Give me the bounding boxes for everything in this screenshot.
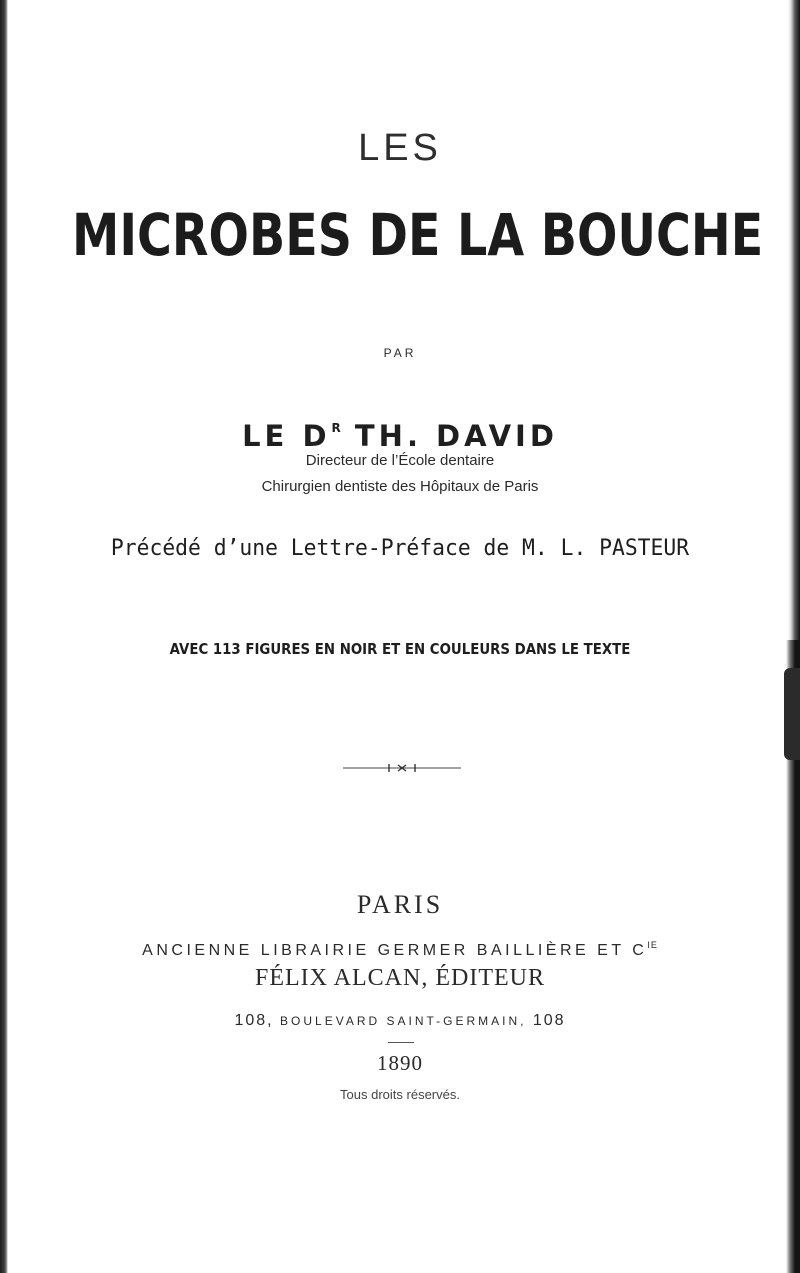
publication-year: 1890 — [377, 1051, 423, 1075]
author-role-1: Directeur de l’École dentaire — [305, 452, 495, 469]
address-number-start: 108, — [234, 1012, 281, 1029]
year-rule — [388, 1042, 414, 1043]
preface-credit: Précédé d’une Lettre-Préface de M. L. PASTEUR — [110, 536, 690, 561]
publisher-line-2: FÉLIX ALCAN, ÉDITEUR — [255, 965, 545, 991]
author-prefix: LE D — [242, 419, 331, 453]
page-left-edge — [0, 0, 8, 1273]
rights-notice: Tous droits réservés. — [340, 1087, 460, 1102]
title-prefix: LES — [358, 127, 442, 169]
publisher-address — [0, 1011, 800, 1031]
author-surname: TH. DAVID — [340, 419, 558, 453]
address-number-end: 108 — [532, 1012, 566, 1029]
figures-note: AVEC 113 FIGURES EN NOIR ET EN COULEURS DANS LE TEXTE — [169, 640, 631, 658]
publisher-name: ANCIENNE LIBRAIRIE GERMER BAILLIÈRE ET C — [142, 942, 648, 959]
author-role-2: Chirurgien dentiste des Hôpitaux de Paris — [261, 478, 539, 495]
publication-city: PARIS — [356, 890, 444, 919]
book-title: MICROBES DE LA BOUCHE — [72, 201, 764, 269]
publisher-line-1 — [0, 935, 800, 961]
page-right-tab — [784, 668, 800, 760]
author-title-sup: R — [331, 421, 341, 435]
author-name — [0, 411, 800, 453]
address-street: BOULEVARD SAINT-GERMAIN, — [280, 1014, 533, 1028]
by-label: PAR — [383, 346, 417, 360]
publisher-sup: IE — [647, 940, 658, 950]
ornament-divider — [343, 763, 461, 773]
